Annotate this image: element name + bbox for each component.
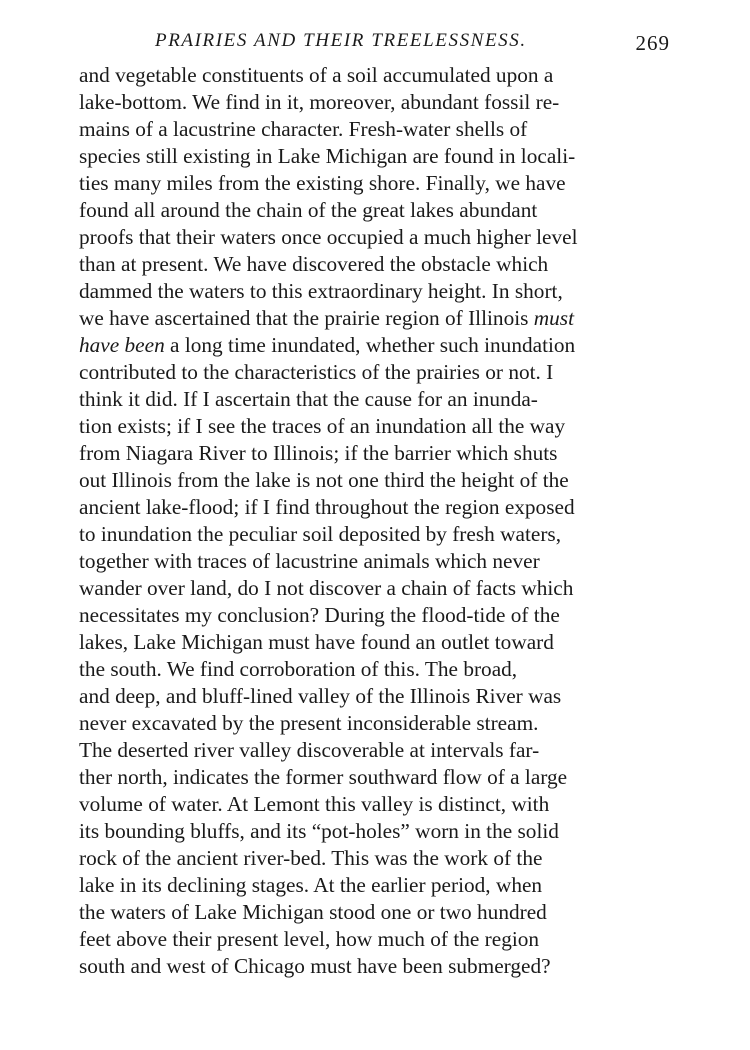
text-line: to inundation the peculiar soil deposited by fresh waters, <box>79 522 562 546</box>
text-line: and vegetable constituents of a soil accumulated upon a <box>79 63 554 87</box>
text-line: ancient lake-flood; if I find throughout the region exposed <box>79 495 575 519</box>
text-line: lake in its declining stages. At the earlier period, when <box>79 873 543 897</box>
text-line: species still existing in Lake Michigan are found in locali- <box>79 144 576 168</box>
italic-emphasis: must <box>533 306 574 330</box>
text-line: found all around the chain of the great lakes abundant <box>79 198 538 222</box>
text-line: the south. We find corroboration of this. The broad, <box>79 657 518 681</box>
text-line: and deep, and bluff-lined valley of the Illinois River was <box>79 684 562 708</box>
text-line: think it did. If I ascertain that the cause for an inunda- <box>79 387 538 411</box>
page-number: 269 <box>635 31 670 55</box>
text-line: lakes, Lake Michigan must have found an outlet toward <box>79 630 554 654</box>
running-head <box>79 30 670 60</box>
body-text <box>79 62 670 980</box>
text-line: ties many miles from the existing shore. Finally, we have <box>79 171 566 195</box>
text-line: The deserted river valley discoverable at intervals far- <box>79 738 540 762</box>
text-line: volume of water. At Lemont this valley is distinct, with <box>79 792 550 816</box>
text-line: proofs that their waters once occupied a much higher level <box>79 225 578 249</box>
text-line: contributed to the characteristics of the prairies or not. I <box>79 360 554 384</box>
text-line: out Illinois from the lake is not one third the height of the <box>79 468 569 492</box>
text-line: its bounding bluffs, and its “pot-holes” worn in the solid <box>79 819 559 843</box>
text-line: from Niagara River to Illinois; if the barrier which shuts <box>79 441 558 465</box>
text-line: mains of a lacustrine character. Fresh-water shells of <box>79 117 528 141</box>
text-line: rock of the ancient river-bed. This was the work of the <box>79 846 543 870</box>
text-line: lake-bottom. We find in it, moreover, abundant fossil re- <box>79 90 560 114</box>
text-line: south and west of Chicago must have been submerged? <box>79 954 551 978</box>
text-line: feet above their present level, how much of the region <box>79 927 540 951</box>
text-line: than at present. We have discovered the obstacle which <box>79 252 549 276</box>
italic-emphasis: have been <box>79 333 165 357</box>
text-line: together with traces of lacustrine animals which never <box>79 549 540 573</box>
text-line: never excavated by the present inconsiderable stream. <box>79 711 539 735</box>
running-title: PRAIRIES AND THEIR TREELESSNESS. <box>155 30 527 51</box>
text-line: we have ascertained that the prairie region of Illinois must <box>79 306 574 330</box>
text-line: dammed the waters to this extraordinary height. In short, <box>79 279 563 303</box>
text-line: wander over land, do I not discover a chain of facts which <box>79 576 574 600</box>
text-line: necessitates my conclusion? During the flood-tide of the <box>79 603 560 627</box>
text-line: have been a long time inundated, whether such inundation <box>79 333 576 357</box>
text-line: tion exists; if I see the traces of an inundation all the way <box>79 414 566 438</box>
text-line: the waters of Lake Michigan stood one or two hundred <box>79 900 547 924</box>
text-line: ther north, indicates the former southward flow of a large <box>79 765 568 789</box>
